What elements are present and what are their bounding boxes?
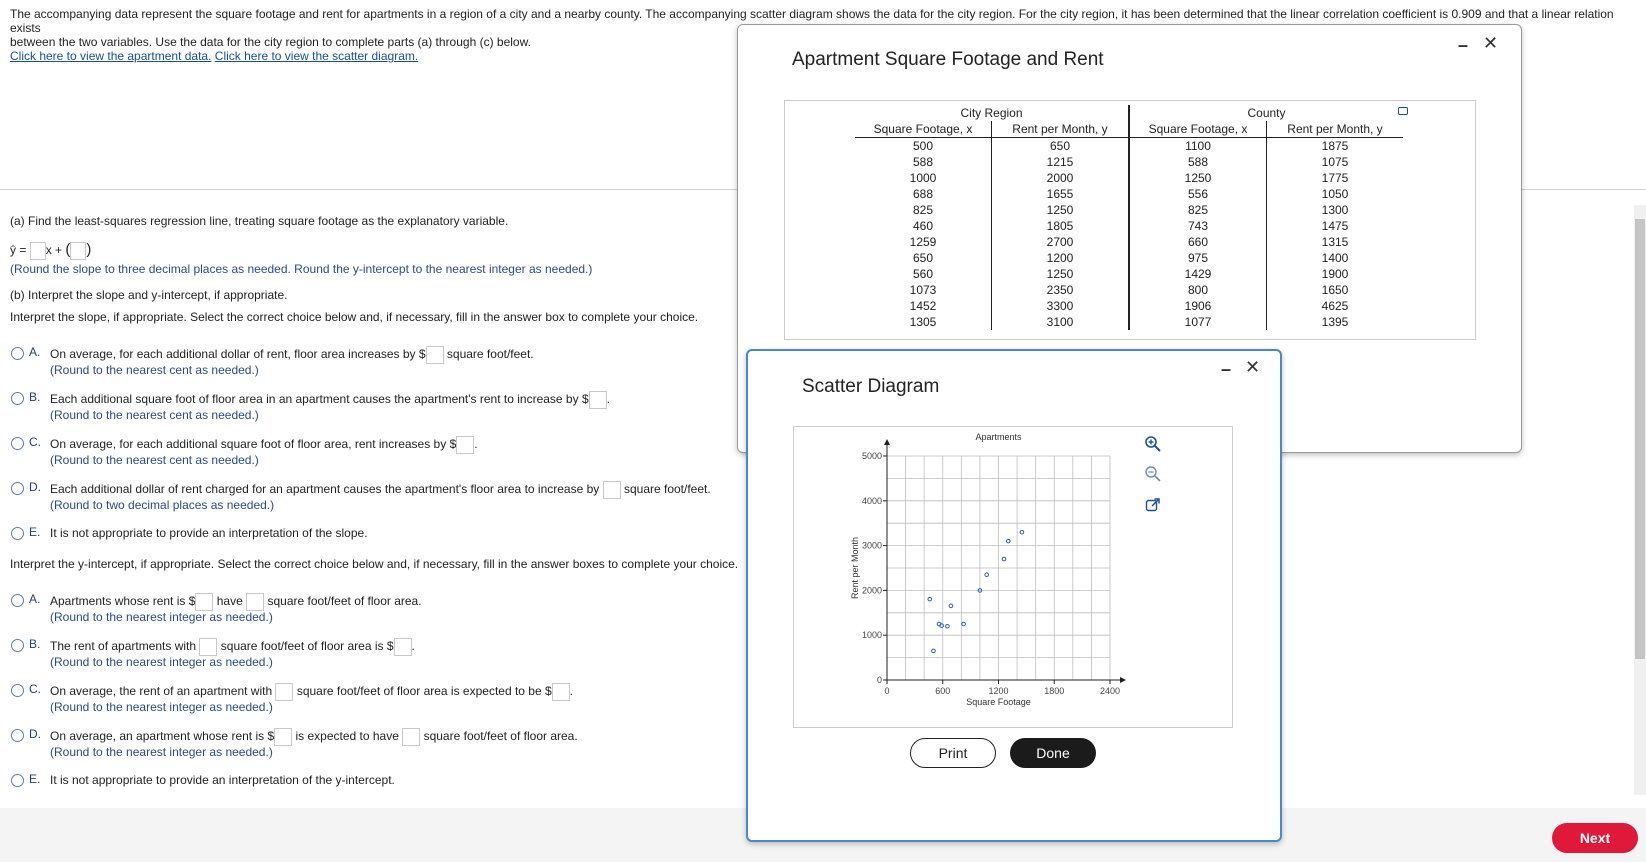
table-cell: 825 bbox=[1130, 202, 1267, 218]
table-cell: 650 bbox=[1049, 139, 1071, 153]
slope-radio-c[interactable] bbox=[11, 437, 24, 450]
table-row bbox=[855, 234, 1403, 250]
data-point bbox=[932, 649, 936, 653]
zoom-in-icon[interactable] bbox=[1144, 435, 1162, 453]
table-cell: 560 bbox=[855, 266, 992, 282]
data-window-title: Apartment Square Footage and Rent bbox=[792, 49, 1104, 70]
zoom-out-icon[interactable] bbox=[1144, 465, 1162, 483]
table-row bbox=[855, 282, 1403, 298]
intercept-d-input-1[interactable] bbox=[274, 728, 292, 746]
table-cell: 1305 bbox=[855, 314, 992, 330]
y-axis-label: Rent per Month bbox=[850, 536, 860, 600]
table-cell: 975 bbox=[1130, 250, 1267, 266]
table-cell: 688 bbox=[855, 186, 992, 202]
table-cell: 650 bbox=[855, 250, 992, 266]
table-cell: 1073 bbox=[855, 282, 992, 298]
table-cell: 800 bbox=[1130, 282, 1267, 298]
col-rent-city: Rent per Month, y bbox=[992, 121, 1130, 138]
table-cell: 1775 bbox=[1321, 171, 1349, 185]
data-point bbox=[1006, 539, 1010, 543]
table-cell: 1100 bbox=[1130, 138, 1267, 155]
table-cell: 1300 bbox=[1321, 203, 1349, 217]
y-tick-label: 1000 bbox=[861, 630, 882, 641]
y-tick-label: 4000 bbox=[861, 495, 882, 506]
part-a-hint: (Round the slope to three decimal places as needed. Round the y-intercept to the nearest integer as needed.) bbox=[10, 262, 593, 276]
table-cell: 1250 bbox=[1046, 203, 1074, 217]
part-b-label: (b) Interpret the slope and y-intercept, if appropriate. bbox=[10, 288, 288, 302]
x-axis-label: Square Footage bbox=[966, 697, 1031, 707]
yhat-symbol: ŷ = bbox=[10, 243, 27, 257]
slope-radio-e[interactable] bbox=[11, 527, 24, 540]
intercept-input[interactable] bbox=[70, 242, 86, 260]
table-cell: 1000 bbox=[855, 170, 992, 186]
slope-b-input[interactable] bbox=[589, 391, 607, 409]
table-cell: 588 bbox=[1130, 154, 1267, 170]
county-header: County bbox=[1247, 106, 1286, 120]
intercept-radio-e[interactable] bbox=[11, 774, 24, 787]
next-button[interactable]: Next bbox=[1552, 823, 1638, 853]
intercept-c-input-1[interactable] bbox=[275, 683, 293, 701]
y-axis-arrow bbox=[884, 439, 890, 445]
table-cell: 1875 bbox=[1321, 139, 1349, 153]
table-row bbox=[855, 250, 1403, 266]
table-cell: 1900 bbox=[1321, 267, 1349, 281]
data-point bbox=[928, 597, 932, 601]
table-cell: 743 bbox=[1130, 218, 1267, 234]
col-sqft-county: Square Footage, x bbox=[1130, 121, 1267, 138]
slope-prompt: Interpret the slope, if appropriate. Select the correct choice below and, if necessary, fill in the answer box to complete your choice. bbox=[10, 310, 699, 324]
table-row bbox=[855, 314, 1403, 330]
table-row bbox=[855, 202, 1403, 218]
table-cell: 1050 bbox=[1321, 187, 1349, 201]
table-cell: 1400 bbox=[1321, 251, 1349, 265]
intercept-radio-b[interactable] bbox=[11, 639, 24, 652]
table-row bbox=[855, 154, 1403, 170]
slope-radio-b[interactable] bbox=[11, 392, 24, 405]
data-point bbox=[985, 573, 989, 577]
slope-d-input[interactable] bbox=[603, 481, 621, 499]
table-cell: 2700 bbox=[1046, 235, 1074, 249]
data-point bbox=[1020, 530, 1024, 534]
table-cell: 1215 bbox=[1046, 155, 1074, 169]
table-row bbox=[855, 218, 1403, 234]
data-point bbox=[1002, 557, 1006, 561]
view-scatter-diagram-link[interactable]: Click here to view the scatter diagram. bbox=[214, 49, 419, 63]
regression-equation: ŷ = x + ( ) bbox=[10, 241, 92, 258]
apartment-table bbox=[855, 105, 1403, 330]
table-frame bbox=[784, 100, 1476, 340]
x-plus-text: x + bbox=[45, 243, 63, 257]
table-row bbox=[855, 186, 1403, 202]
chart-frame bbox=[793, 426, 1233, 728]
intercept-c-input-2[interactable] bbox=[552, 683, 570, 701]
intercept-b-input-2[interactable] bbox=[394, 638, 412, 656]
intercept-radio-d[interactable] bbox=[11, 729, 24, 742]
table-cell: 1452 bbox=[855, 298, 992, 314]
table-body bbox=[855, 138, 1403, 331]
table-cell: 1429 bbox=[1130, 266, 1267, 282]
table-cell: 2350 bbox=[1046, 283, 1074, 297]
table-row bbox=[855, 266, 1403, 282]
scatter-chart bbox=[794, 427, 1232, 727]
scatter-window-title: Scatter Diagram bbox=[802, 376, 940, 397]
chart-title: Apartments bbox=[975, 432, 1022, 442]
table-cell: 1475 bbox=[1321, 219, 1349, 233]
data-point bbox=[962, 622, 966, 626]
intercept-d-input-2[interactable] bbox=[402, 728, 420, 746]
col-sqft-city: Square Footage, x bbox=[855, 121, 992, 138]
x-tick-label: 2400 bbox=[1099, 686, 1121, 696]
y-tick-label: 5000 bbox=[861, 451, 882, 461]
table-cell: 1805 bbox=[1046, 219, 1074, 233]
intercept-radio-c[interactable] bbox=[11, 684, 24, 697]
y-tick-label: 0 bbox=[876, 675, 882, 685]
table-cell: 1395 bbox=[1321, 315, 1349, 329]
slope-a-input[interactable] bbox=[426, 346, 444, 364]
scatter-diagram-window bbox=[746, 349, 1282, 842]
col-rent-county: Rent per Month, y bbox=[1267, 121, 1404, 138]
table-row bbox=[855, 298, 1403, 314]
x-tick-label: 1200 bbox=[988, 686, 1009, 696]
scrollbar-thumb[interactable] bbox=[1635, 219, 1645, 659]
intercept-a-input-1[interactable] bbox=[195, 593, 213, 611]
x-tick-label: 0 bbox=[884, 686, 890, 696]
table-cell: 1200 bbox=[1046, 251, 1074, 265]
table-cell: 556 bbox=[1130, 186, 1267, 202]
slope-input[interactable] bbox=[30, 242, 46, 260]
page-scrollbar[interactable] bbox=[1634, 205, 1646, 795]
close-icon[interactable]: ✕ bbox=[1483, 33, 1499, 53]
table-row bbox=[855, 138, 1403, 155]
print-button[interactable]: Print bbox=[910, 738, 996, 768]
data-point bbox=[946, 624, 950, 628]
table-row bbox=[855, 170, 1403, 186]
slope-c-input[interactable] bbox=[456, 436, 474, 454]
table-cell: 660 bbox=[1130, 234, 1267, 250]
table-cell: 1650 bbox=[1321, 283, 1349, 297]
table-cell: 1250 bbox=[1130, 170, 1267, 186]
y-tick-label: 2000 bbox=[861, 585, 882, 596]
minimize-icon[interactable]: – bbox=[1221, 359, 1232, 379]
table-cell: 1655 bbox=[1046, 187, 1074, 201]
close-icon[interactable]: ✕ bbox=[1245, 357, 1261, 377]
slope-radio-d[interactable] bbox=[11, 482, 24, 495]
y-tick-label: 3000 bbox=[861, 540, 882, 551]
table-cell: 2000 bbox=[1046, 171, 1074, 185]
x-tick-label: 600 bbox=[935, 686, 951, 696]
table-cell: 4625 bbox=[1321, 299, 1349, 313]
open-external-icon[interactable] bbox=[1144, 496, 1162, 514]
x-tick-label: 1800 bbox=[1044, 686, 1065, 696]
city-region-header: City Region bbox=[960, 106, 1023, 120]
done-button[interactable]: Done bbox=[1010, 738, 1096, 768]
table-cell: 3300 bbox=[1046, 299, 1074, 313]
table-cell: 1250 bbox=[1046, 267, 1074, 281]
intercept-radio-a[interactable] bbox=[11, 594, 24, 607]
table-cell: 1075 bbox=[1321, 155, 1349, 169]
intercept-a-input-2[interactable] bbox=[246, 593, 264, 611]
intercept-b-input-1[interactable] bbox=[199, 638, 217, 656]
table-cell: 1906 bbox=[1130, 298, 1267, 314]
x-axis-arrow bbox=[1120, 677, 1126, 683]
table-cell: 500 bbox=[855, 138, 992, 155]
table-cell: 1259 bbox=[855, 234, 992, 250]
data-point bbox=[949, 604, 953, 608]
slope-radio-a[interactable] bbox=[11, 347, 24, 360]
intro-line-1: The accompanying data represent the square footage and rent for apartments in a region of a city and a nearby county. The accompanying scatter diagram shows the data for the city region. For the city region, it has been determined that the linear correlation coefficient is 0.909 and that a linear relation exists bbox=[10, 7, 1614, 35]
table-cell: 1315 bbox=[1321, 235, 1349, 249]
minimize-icon[interactable]: – bbox=[1458, 35, 1469, 55]
table-cell: 825 bbox=[855, 202, 992, 218]
view-apartment-data-link[interactable]: Click here to view the apartment data. bbox=[10, 49, 212, 63]
table-cell: 1077 bbox=[1130, 314, 1267, 330]
table-cell: 588 bbox=[855, 154, 992, 170]
table-cell: 460 bbox=[855, 218, 992, 234]
table-cell: 3100 bbox=[1046, 315, 1074, 329]
part-a-label: (a) Find the least-squares regression line, treating square footage as the explanatory variable. bbox=[10, 214, 509, 228]
intro-line-2: between the two variables. Use the data for the city region to complete parts (a) through (c) below. bbox=[10, 35, 531, 49]
intercept-prompt: Interpret the y-intercept, if appropriate. Select the correct choice below and, if necessary, fill in the answer boxes to complete your choice. bbox=[10, 557, 739, 571]
